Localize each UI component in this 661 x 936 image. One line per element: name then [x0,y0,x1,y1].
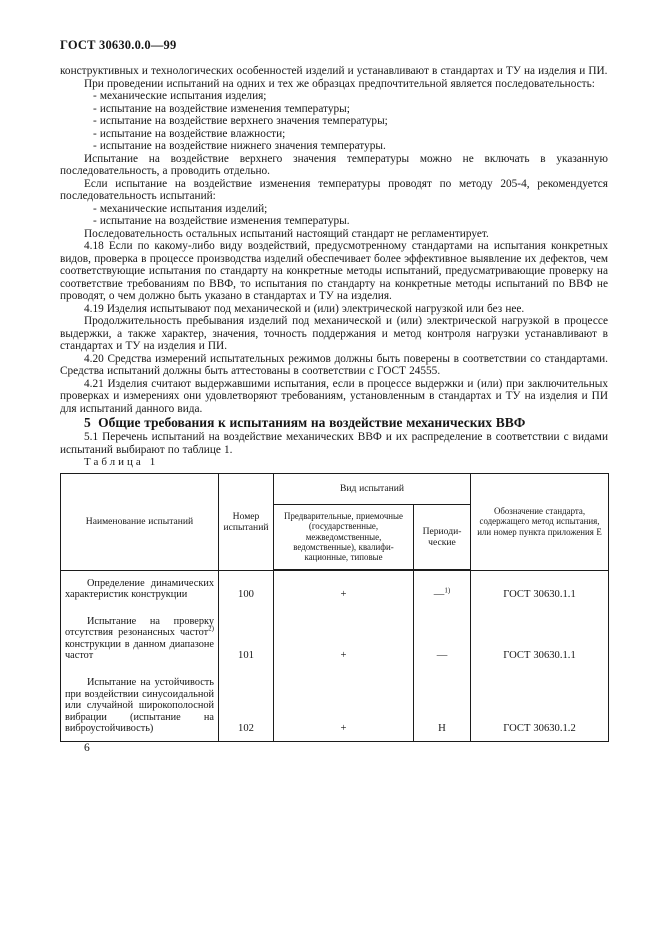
table-caption-word: Таблица [84,456,144,468]
cell-test-number: 102 [219,668,274,741]
paragraph: При проведении испытаний на одних и тех же образцах предпочтительной является последовательность: [84,77,595,90]
paragraph-clause-51: 5.1 Перечень испытаний на воздействие механических ВВФ и их распределение в соответствии с видами испытаний выбирают по таблице 1. [60,431,608,456]
table-caption-number: 1 [149,456,156,468]
section-title: Общие требования к испытаниям на воздействие механических ВВФ [98,415,526,430]
cell-periodic: Н [414,668,471,741]
paragraph-clause-420: 4.20 Средства измерений испытательных режимов должны быть поверены в соответствии со стандартами. Средства испытаний должны быть аттестованы в соответствии с ГОСТ 24555. [60,352,608,377]
paragraph: Испытание на воздействие верхнего значения температуры можно не включать в указанную последовательность, а проводить отдельно. [60,152,608,177]
paragraph-clause-421: 4.21 Изделия считают выдержавшими испытания, если в процессе выдержки и (или) при заключительных проверках и измерениях они удовлетворяют требованиям, установленным в стандартах и ТУ на изделия и ПИ для испытаний данного вида. [60,377,608,415]
column-header-test-name: Наименование испытаний [61,473,219,570]
list-item: - механические испытания изделий; [93,202,268,215]
table-row [61,607,609,668]
paragraph-continuation: конструктивных и технологических особенностей изделий и устанавливают в стандартах и ТУ на изделия и ПИ. [60,65,608,77]
list-item: - испытание на воздействие влажности; [93,127,286,140]
table-row [61,668,609,741]
column-header-standard: Обозначение стандарта, содержащего метод испытания, или номер пункта приложения Е [471,473,609,570]
cell-standard: ГОСТ 30630.1.1 [471,607,609,668]
table-row [61,570,609,607]
paragraph-clause-418: 4.18 Если по какому-либо виду воздействий, предусмотренному стандартами на испытания конкретных видов, проверка в процессе производства изделий обеспечивает более эффективное выявление их дефектов, чем соответствующие испытания по стандарту на конкретные методы испытаний, предусматривающие проверку на соответствие требованиям по ВВФ, то испытания по стандарту на конкретные методы испытаний по ВВФ не проводят, о чем должно быть указано в стандартах и ТУ на изделия. [60,240,608,302]
cell-test-name: Испытание на устойчивость при воздействии синусоидальной или случайной широкополосной вибрации (испытание на виброустойчивость) [61,668,219,741]
cell-test-name: Определение динамических характеристик конструкции [61,570,219,607]
paragraph: Если испытание на воздействие изменения температуры проводят по методу 205-4, рекомендуется последовательность испытаний: [60,177,608,202]
column-header-test-number: Номер испытаний [219,473,274,570]
column-group-test-kind: Вид испытаний [274,473,471,504]
cell-test-name: Испытание на проверку отсутствия резонансных частот$^{2)}$ конструкции в данном диапазоне частот [61,607,219,668]
section-heading [60,415,608,431]
footnote-marker: 2) [208,624,214,633]
cell-preliminary: + [274,668,414,741]
list-item: - испытание на воздействие изменения температуры; [93,102,350,115]
cell-test-number: 100 [219,570,274,607]
footnote-marker: 1) [444,586,451,595]
page-content [60,65,608,755]
cell-periodic: —$^{1)}$ [414,570,471,607]
list-item: - испытание на воздействие изменения температуры. [93,215,350,227]
section-number: 5 [84,415,91,430]
list-item: - механические испытания изделия; [93,90,267,102]
cell-test-number: 101 [219,607,274,668]
cell-standard: ГОСТ 30630.1.1 [471,570,609,607]
tests-table [60,473,609,743]
cell-preliminary: + [274,607,414,668]
list-item: - испытание на воздействие верхнего значения температуры; [93,115,388,127]
paragraph: Последовательность остальных испытаний настоящий стандарт не регламентирует. [84,227,489,240]
standard-designation: ГОСТ 30630.0.0—99 [60,38,177,52]
list-item: - испытание на воздействие нижнего значения температуры. [93,140,386,152]
table-caption [60,456,608,469]
column-header-periodic: Периодические [414,504,471,570]
paragraph-clause-419: 4.19 Изделия испытывают под механической и (или) электрической нагрузкой или без нее. [84,302,525,315]
cell-periodic: — [414,607,471,668]
cell-preliminary: + [274,570,414,607]
paragraph: Продолжительность пребывания изделий под механической и (или) электрической нагрузкой в процессе выдержки, а также характер, значения, точность поддержания и метод контроля нагрузки устанавливают в стандартах и ТУ на изделия и ПИ. [60,315,608,352]
page-number: 6 [84,742,90,755]
column-header-preliminary: Предварительные, приемочные (государственные, межведомственные, ведомственные), квалификационные, типовые [274,504,414,570]
cell-standard: ГОСТ 30630.1.2 [471,668,609,741]
